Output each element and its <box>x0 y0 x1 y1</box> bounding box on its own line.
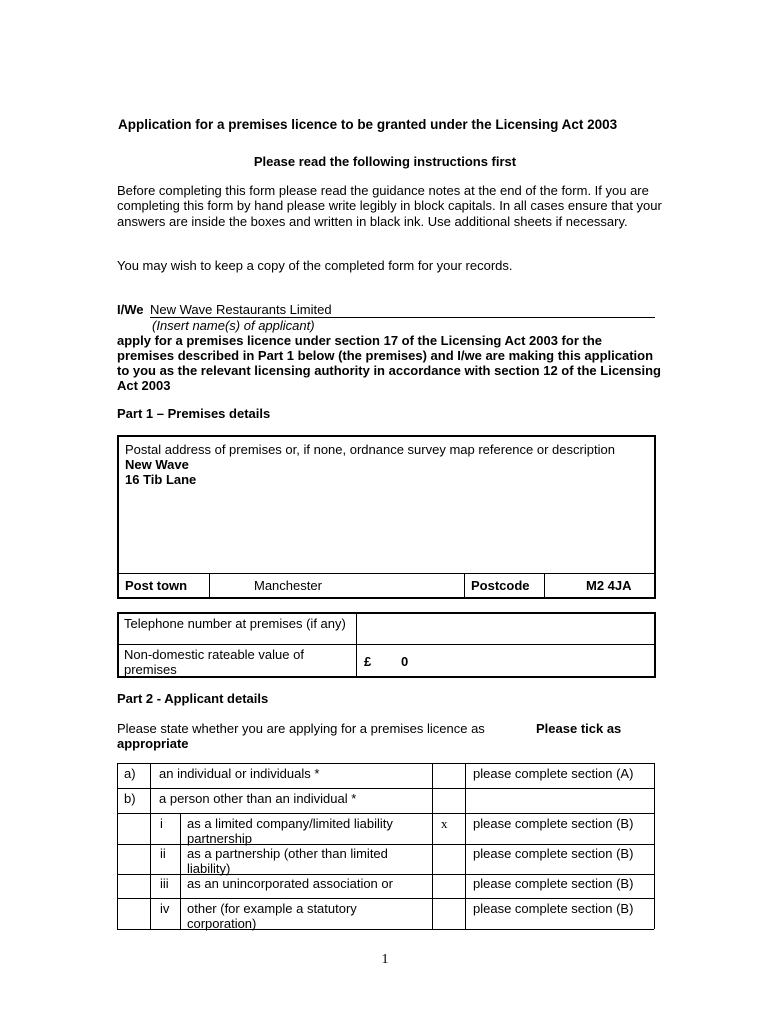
currency-symbol: £ <box>364 654 372 669</box>
applicant-name-field[interactable]: New Wave Restaurants Limited <box>150 302 655 318</box>
row-description: an individual or individuals * <box>159 766 320 781</box>
divider <box>464 574 465 598</box>
row-action: please complete section (B) <box>473 901 634 916</box>
postcode-label: Postcode <box>471 578 530 593</box>
grid-line <box>117 788 654 789</box>
divider <box>119 644 654 645</box>
post-town-field[interactable]: Manchester <box>254 578 322 593</box>
grid-line <box>465 763 466 929</box>
apply-statement: apply for a premises licence under section 17 of the Licensing Act 2003 for the premises described in Part 1 below (the premises) and I/we are making this application to you as the relevant licensing authority in accordance with section 12 of the Licensing Act 2003 <box>117 333 661 393</box>
divider <box>356 614 357 676</box>
tick-instruction-2: appropriate <box>117 736 189 751</box>
subrow-description: as a limited company/limited liability partnership <box>187 816 393 846</box>
instructions-paragraph: Before completing this form please read the guidance notes at the end of the form. If you are completing this form by hand please write legibly in block capitals. In all cases ensure that your answers are inside the boxes and written in black ink. Use additional sheets if necessary. <box>117 183 662 229</box>
page-number: 1 <box>381 952 389 967</box>
grid-line <box>117 898 654 899</box>
subrow-description: as a partnership (other than limited liability) <box>187 846 388 876</box>
row-action: please complete section (B) <box>473 816 634 831</box>
grid-line <box>432 763 433 929</box>
grid-line <box>117 763 654 764</box>
address-label: Postal address of premises or, if none, ordnance survey map reference or description <box>125 442 615 457</box>
grid-line <box>117 813 654 814</box>
subrow-number: i <box>160 816 163 831</box>
row-letter: b) <box>124 791 136 806</box>
part1-heading: Part 1 – Premises details <box>117 406 271 421</box>
address-line-2[interactable]: 16 Tib Lane <box>125 472 197 487</box>
post-town-label: Post town <box>125 578 188 593</box>
rateable-value-label: Non-domestic rateable value of premises <box>124 647 304 677</box>
instructions-heading: Please read the following instructions first <box>253 154 517 169</box>
rateable-value-field[interactable]: 0 <box>401 654 409 669</box>
grid-line <box>654 763 655 929</box>
applicant-label: I/We <box>117 302 144 317</box>
premises-address-box <box>117 435 656 599</box>
subrow-number: iii <box>160 876 169 891</box>
telephone-label: Telephone number at premises (if any) <box>124 616 346 631</box>
row-action: please complete section (A) <box>473 766 634 781</box>
postcode-field[interactable]: M2 4JA <box>586 578 632 593</box>
grid-line <box>180 813 181 929</box>
copy-note: You may wish to keep a copy of the completed form for your records. <box>117 258 513 273</box>
part2-heading: Part 2 - Applicant details <box>117 691 269 706</box>
post-town-row <box>119 573 654 598</box>
applicant-hint: (Insert name(s) of applicant) <box>152 318 315 333</box>
applicant-type-question: Please state whether you are applying for a premises licence as <box>117 721 485 736</box>
subrow-number: iv <box>160 901 170 916</box>
divider <box>544 574 545 598</box>
row-action: please complete section (B) <box>473 846 634 861</box>
tick-box-i[interactable]: x <box>441 816 448 831</box>
grid-line <box>150 763 151 929</box>
divider <box>209 574 210 598</box>
row-action: please complete section (B) <box>473 876 634 891</box>
subrow-number: ii <box>160 846 166 861</box>
form-title: Application for a premises licence to be granted under the Licensing Act 2003 <box>118 117 618 132</box>
row-letter: a) <box>124 766 136 781</box>
grid-line <box>117 763 118 929</box>
subrow-description: other (for example a statutory corporation) <box>187 901 357 931</box>
tick-instruction: Please tick as <box>536 721 622 736</box>
subrow-description: as an unincorporated association or <box>187 876 393 891</box>
row-description: a person other than an individual * <box>159 791 357 806</box>
address-line-1[interactable]: New Wave <box>125 457 189 472</box>
premises-contact-box <box>117 612 656 678</box>
